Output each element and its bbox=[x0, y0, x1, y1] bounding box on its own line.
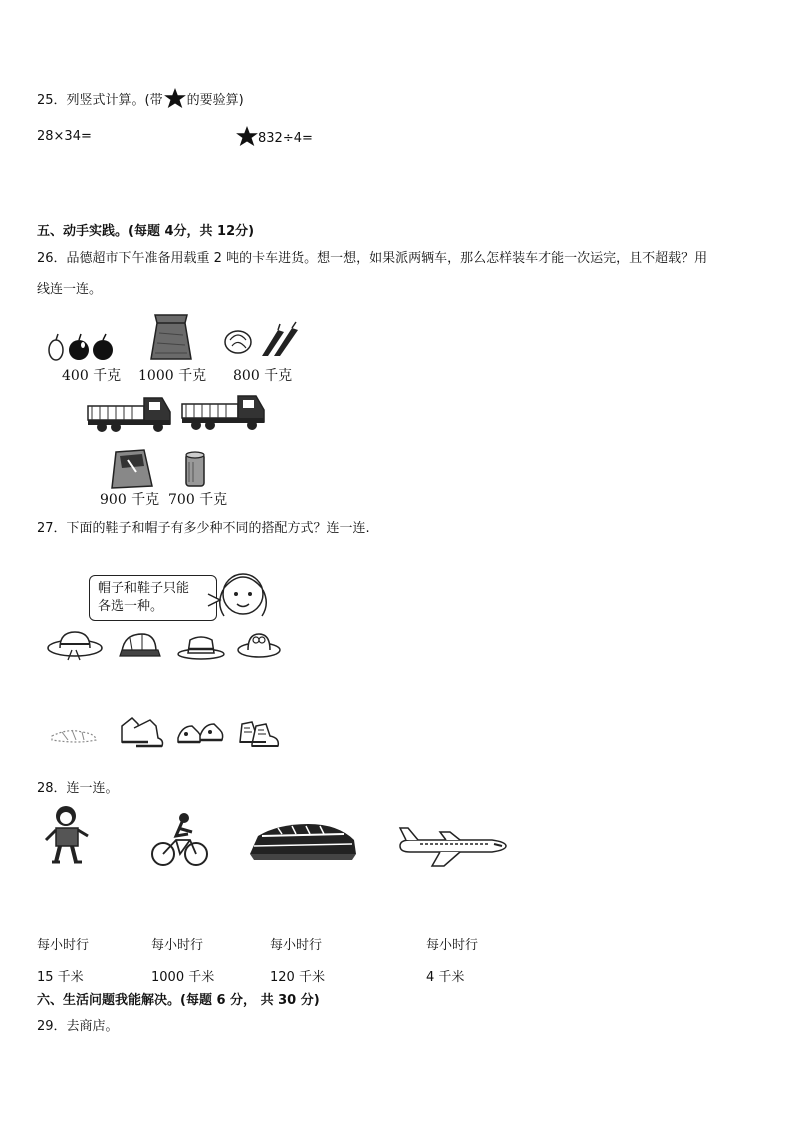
goods-label-bag: 900 千克 bbox=[100, 492, 160, 508]
q28-title: 28．连一连。 bbox=[37, 781, 119, 796]
bubble-line1: 帽子和鞋子只能 bbox=[98, 581, 190, 596]
star-icon bbox=[164, 88, 186, 108]
bag-icon bbox=[108, 446, 154, 490]
goods-label-sack: 1000 千克 bbox=[138, 368, 207, 384]
section5-heading: 五、动手实践。(每题 4分，共 12分) bbox=[37, 224, 255, 239]
bubble-line2: 各选一种。 bbox=[98, 599, 164, 614]
fruits-icon bbox=[46, 330, 121, 362]
airplane-icon bbox=[396, 826, 510, 868]
train-icon bbox=[248, 820, 358, 866]
speed-prefix-4: 每小时行 bbox=[426, 938, 479, 953]
star-icon bbox=[236, 126, 258, 146]
hightops-icon bbox=[236, 716, 282, 750]
q25-expr2-row bbox=[236, 126, 313, 148]
can-icon bbox=[183, 450, 207, 490]
sandal-icon bbox=[48, 722, 100, 746]
q27-title: 27．下面的鞋子和帽子有多少种不同的搭配方式？连一连. bbox=[37, 521, 370, 536]
hat-icon bbox=[46, 628, 104, 662]
q25-title bbox=[37, 88, 244, 110]
q25-title-pre: 25．列竖式计算。(带 bbox=[37, 93, 163, 108]
fedora-icon bbox=[176, 634, 226, 662]
speed-value-2: 1000 千米 bbox=[151, 970, 215, 985]
cap-icon bbox=[118, 632, 162, 662]
goods-label-can: 700 千克 bbox=[168, 492, 228, 508]
walking-child-icon bbox=[44, 804, 90, 866]
speed-prefix-2: 每小时行 bbox=[151, 938, 204, 953]
sneakers-icon bbox=[176, 718, 226, 748]
speed-prefix-1: 每小时行 bbox=[37, 938, 90, 953]
truck-icon bbox=[180, 390, 268, 432]
goods-label-fruits: 400 千克 bbox=[62, 368, 122, 384]
sunhat-icon bbox=[236, 630, 282, 662]
sack-icon bbox=[147, 311, 195, 363]
speed-value-4: 4 千米 bbox=[426, 970, 465, 985]
vegetables-icon bbox=[222, 322, 302, 358]
girl-icon bbox=[214, 564, 272, 622]
q25-expr2: 832÷4= bbox=[258, 131, 313, 146]
speech-bubble bbox=[89, 575, 217, 621]
boots-icon bbox=[118, 714, 164, 750]
goods-label-vegetables: 800 千克 bbox=[233, 368, 293, 384]
speed-value-3: 120 千米 bbox=[270, 970, 325, 985]
q25-expr1: 28×34= bbox=[37, 129, 92, 144]
cyclist-icon bbox=[150, 812, 210, 868]
q26-line1: 26．品德超市下午准备用载重 2 吨的卡车进货。想一想，如果派两辆车，那么怎样装车才能一次运完，且不超载？用 bbox=[37, 251, 708, 266]
speed-prefix-3: 每小时行 bbox=[270, 938, 323, 953]
truck-icon bbox=[86, 392, 174, 434]
speed-value-1: 15 千米 bbox=[37, 970, 84, 985]
q25-title-post: 的要验算) bbox=[186, 93, 244, 108]
q26-line2: 线连一连。 bbox=[37, 282, 103, 297]
q29-title: 29．去商店。 bbox=[37, 1019, 119, 1034]
section6-heading: 六、生活问题我能解决。(每题 6 分， 共 30 分) bbox=[37, 993, 320, 1008]
